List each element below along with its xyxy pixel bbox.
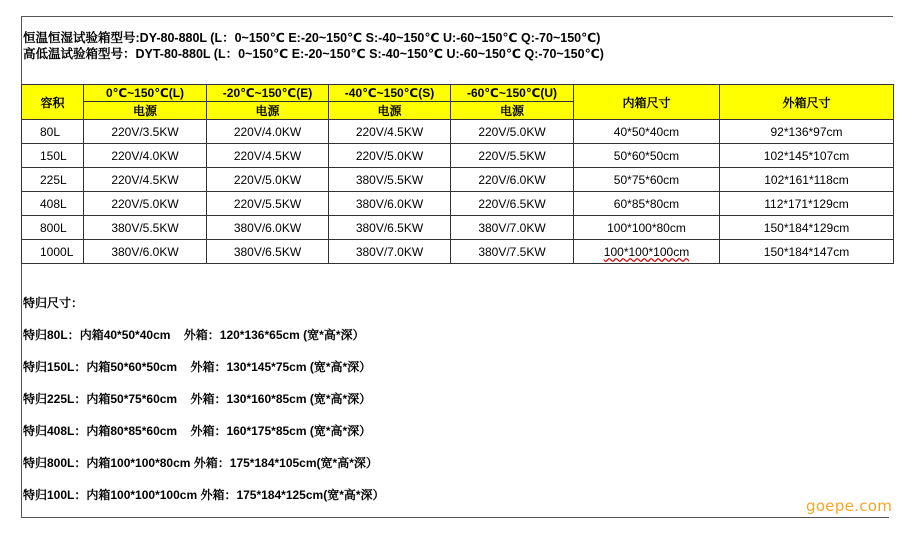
cell-inner: 40*50*40cm [574, 120, 720, 144]
cell-power: 220V/5.0KW [451, 120, 574, 144]
special-size-line [23, 456, 385, 488]
cell-power: 380V/5.5KW [329, 168, 451, 192]
special-outer: 外箱：130*160*85cm (宽*高*深） [190, 392, 372, 406]
special-label: 特归80L： [23, 328, 80, 342]
model-line-temperature: 高低温试验箱型号：DYT-80-880L (L：0~150℃ E:-20~150℃ S:-40~150℃ U:-60~150℃ Q:-70~150℃) [23, 47, 604, 61]
cell-power: 220V/5.5KW [451, 144, 574, 168]
special-outer: 外箱：175*184*105cm(宽*高*深） [193, 456, 378, 470]
cell-power: 220V/4.0KW [207, 120, 329, 144]
cell-capacity: 1000L [22, 240, 84, 264]
special-label: 特归150L： [23, 360, 87, 374]
special-label: 特归225L： [23, 392, 87, 406]
special-size-line [23, 328, 385, 360]
cell-inner: 100*100*100cm [574, 240, 720, 264]
cell-power: 220V/4.5KW [329, 120, 451, 144]
cell-power: 380V/6.0KW [329, 192, 451, 216]
special-outer: 外箱：175*184*125cm(宽*高*深） [200, 488, 385, 502]
cell-power: 380V/7.0KW [329, 240, 451, 264]
cell-capacity: 80L [22, 120, 84, 144]
model-line-humidity: 恒温恒湿试验箱型号:DY-80-880L (L：0~150℃ E:-20~150℃ S:-40~150℃ U:-60~150℃ Q:-70~150℃) [23, 31, 601, 45]
special-label: 特归100L： [23, 488, 87, 502]
spec-table [21, 84, 894, 264]
cell-inner: 60*85*80cm [574, 192, 720, 216]
cell-outer: 112*171*129cm [720, 192, 894, 216]
table-row [22, 192, 894, 216]
cell-outer: 102*161*118cm [720, 168, 894, 192]
header-range-e: -20℃~150℃(E) [207, 85, 329, 102]
special-size-line [23, 424, 385, 456]
cell-power: 220V/4.5KW [207, 144, 329, 168]
special-inner: 内箱100*100*80cm [86, 456, 191, 470]
table-header-row [22, 85, 894, 102]
cell-power: 220V/6.5KW [451, 192, 574, 216]
table-row [22, 216, 894, 240]
cell-power: 220V/5.0KW [329, 144, 451, 168]
special-size-line [23, 488, 385, 520]
table-row [22, 240, 894, 264]
cell-power: 220V/4.0KW [84, 144, 207, 168]
special-label: 特归800L： [23, 456, 87, 470]
cell-power: 220V/4.5KW [84, 168, 207, 192]
cell-power: 220V/5.0KW [84, 192, 207, 216]
special-inner: 内箱50*75*60cm [86, 392, 178, 406]
special-label: 特归408L： [23, 424, 87, 438]
header-range-l: 0℃~150℃(L) [84, 85, 207, 102]
cell-capacity: 800L [22, 216, 84, 240]
cell-inner: 50*60*50cm [574, 144, 720, 168]
table-row [22, 168, 894, 192]
header-range-s: -40℃~150℃(S) [329, 85, 451, 102]
special-inner: 内箱40*50*40cm [79, 328, 171, 342]
special-inner: 内箱100*100*100cm [86, 488, 198, 502]
cell-power: 380V/6.5KW [207, 240, 329, 264]
table-row [22, 120, 894, 144]
cell-power: 380V/7.0KW [451, 216, 574, 240]
cell-capacity: 225L [22, 168, 84, 192]
cell-power: 220V/6.0KW [451, 168, 574, 192]
cell-power: 220V/5.0KW [207, 168, 329, 192]
header-power: 电源 [84, 102, 207, 120]
cell-outer: 92*136*97cm [720, 120, 894, 144]
cell-power: 380V/6.0KW [84, 240, 207, 264]
cell-power: 380V/7.5KW [451, 240, 574, 264]
header-range-u: -60℃~150℃(U) [451, 85, 574, 102]
cell-power: 380V/5.5KW [84, 216, 207, 240]
special-sizes-title: 特归尺寸： [23, 296, 84, 310]
cell-inner: 50*75*60cm [574, 168, 720, 192]
cell-capacity: 408L [22, 192, 84, 216]
cell-power: 380V/6.0KW [207, 216, 329, 240]
cell-inner: 100*100*80cm [574, 216, 720, 240]
special-outer: 外箱：130*145*75cm (宽*高*深） [190, 360, 372, 374]
special-size-line [23, 392, 385, 424]
special-outer: 外箱：120*136*65cm (宽*高*深） [183, 328, 365, 342]
special-sizes-section [23, 296, 385, 520]
cell-power: 220V/5.5KW [207, 192, 329, 216]
header-power: 电源 [329, 102, 451, 120]
model-header [23, 30, 604, 62]
cell-outer: 150*184*129cm [720, 216, 894, 240]
special-outer: 外箱：160*175*85cm (宽*高*深） [190, 424, 372, 438]
header-outer-size: 外箱尺寸 [720, 85, 894, 120]
cell-outer: 150*184*147cm [720, 240, 894, 264]
cell-power: 380V/6.5KW [329, 216, 451, 240]
header-power: 电源 [207, 102, 329, 120]
special-inner: 内箱50*60*50cm [86, 360, 178, 374]
header-power: 电源 [451, 102, 574, 120]
watermark-logo: goepe.com [806, 497, 893, 515]
table-row [22, 144, 894, 168]
cell-outer: 102*145*107cm [720, 144, 894, 168]
header-capacity: 容积 [22, 85, 84, 120]
special-size-line [23, 360, 385, 392]
header-inner-size: 内箱尺寸 [574, 85, 720, 120]
cell-capacity: 150L [22, 144, 84, 168]
cell-power: 220V/3.5KW [84, 120, 207, 144]
special-inner: 内箱80*85*60cm [86, 424, 178, 438]
